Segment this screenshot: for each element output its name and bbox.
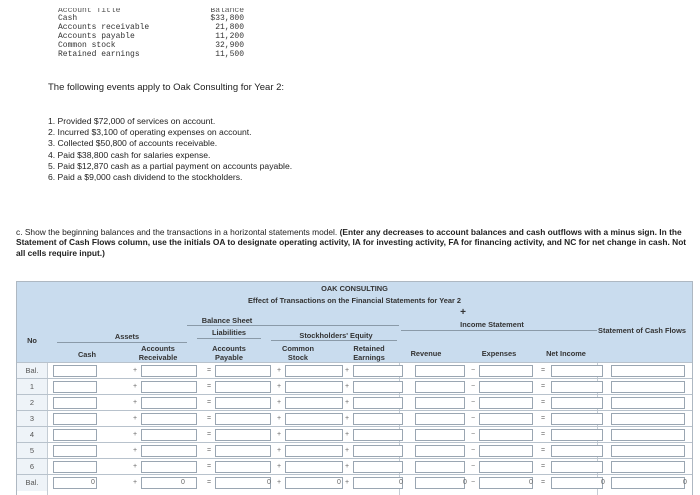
operator-sign: =: [540, 399, 546, 406]
table-row: [17, 362, 692, 379]
expenses-cell[interactable]: [479, 381, 533, 393]
event-item: 6. Paid a $9,000 cash dividend to the stockholders.: [48, 172, 243, 183]
operator-sign: −: [470, 479, 476, 486]
liabilities-heading: Liabilities: [211, 328, 247, 337]
ar-cell[interactable]: [141, 445, 197, 457]
re-total: 0: [399, 479, 403, 486]
account-value: 11,500: [215, 50, 244, 59]
operator-sign: +: [276, 367, 282, 374]
operator-sign: =: [206, 383, 212, 390]
cash-cell[interactable]: [53, 461, 97, 473]
revenue-cell[interactable]: [415, 413, 465, 425]
ap-cell[interactable]: [215, 445, 271, 457]
operator-sign: =: [206, 415, 212, 422]
operator-sign: =: [540, 383, 546, 390]
operator-sign: =: [206, 431, 212, 438]
table-row: [17, 474, 692, 491]
cs-heading: Common Stock: [281, 344, 315, 362]
operator-sign: +: [344, 431, 350, 438]
account-values: [196, 8, 244, 59]
cash-flows-cell[interactable]: [611, 461, 685, 473]
operator-sign: =: [206, 479, 212, 486]
cash-flows-cell[interactable]: [611, 397, 685, 409]
re-cell[interactable]: [353, 461, 403, 473]
operator-sign: +: [276, 479, 282, 486]
ar-cell[interactable]: [141, 413, 197, 425]
revenue-total: 0: [463, 479, 467, 486]
cs-cell[interactable]: [285, 429, 343, 441]
row-label: Bal.: [17, 363, 47, 379]
cash-flows-cell[interactable]: [611, 381, 685, 393]
row-label: 2: [17, 395, 47, 411]
cash-flows-cell[interactable]: [611, 477, 685, 489]
net-income-cell[interactable]: [551, 397, 603, 409]
account-header-cut: Account Title: [58, 8, 121, 14]
instructions-lead: c. Show the beginning balances and the transactions in a horizontal statements model.: [16, 227, 338, 237]
operator-sign: +: [344, 383, 350, 390]
revenue-cell[interactable]: [415, 381, 465, 393]
revenue-cell[interactable]: [415, 477, 465, 489]
cash-flows-total: 0: [683, 479, 687, 486]
cs-cell[interactable]: [285, 461, 343, 473]
net-income-cell[interactable]: [551, 445, 603, 457]
re-cell[interactable]: [353, 365, 403, 377]
balance-sheet-heading: Balance Sheet: [201, 316, 253, 325]
operator-sign: =: [540, 479, 546, 486]
table-row: [17, 410, 692, 427]
net-income-cell[interactable]: [551, 461, 603, 473]
operator-sign: −: [470, 383, 476, 390]
table-subtitle: Effect of Transactions on the Financial Statements for Year 2: [247, 296, 462, 305]
operator-sign: +: [344, 479, 350, 486]
ar-heading: Accounts Receivable: [138, 344, 178, 362]
operator-sign: +: [276, 415, 282, 422]
operator-sign: =: [540, 415, 546, 422]
liabilities-rule: [197, 338, 261, 339]
cs-cell[interactable]: [285, 413, 343, 425]
cash-cell[interactable]: [53, 429, 97, 441]
cs-cell[interactable]: [285, 397, 343, 409]
cash-flows-cell[interactable]: [611, 445, 685, 457]
table-row: [17, 458, 692, 475]
operator-sign: +: [276, 431, 282, 438]
operator-sign: =: [206, 367, 212, 374]
operator-sign: +: [132, 479, 138, 486]
instructions-bold: (Enter any decreases to account balances and cash outflows with a minus sign. In the Statement of Cash Flows column, use the initials OA to designate operating activity, IA for investing activity, FA for financing activity, and NC for net change in cash. Not all cells require input.): [16, 227, 687, 258]
income-statement-heading: Income Statement: [460, 320, 524, 329]
cash-total: 0: [91, 479, 95, 486]
account-value: 11,200: [215, 32, 244, 41]
operator-sign: +: [276, 447, 282, 454]
account-name: Cash: [58, 14, 78, 23]
account-name: Accounts receivable: [58, 23, 150, 32]
table-header: [17, 282, 692, 362]
operator-sign: +: [132, 399, 138, 406]
ap-cell[interactable]: [215, 365, 271, 377]
cs-total: 0: [337, 479, 341, 486]
cash-cell[interactable]: [53, 381, 97, 393]
operator-sign: +: [276, 463, 282, 470]
operator-sign: +: [132, 431, 138, 438]
revenue-cell[interactable]: [415, 461, 465, 473]
row-label: 5: [17, 443, 47, 459]
table-row: [17, 378, 692, 395]
balance-sheet-rule: [187, 325, 399, 326]
ap-cell[interactable]: [215, 429, 271, 441]
operator-sign: −: [470, 367, 476, 374]
cash-cell[interactable]: [53, 413, 97, 425]
intro-text: The following events apply to Oak Consulting for Year 2:: [48, 82, 285, 93]
account-name: Accounts payable: [58, 32, 135, 41]
balance-header-cut: Balance: [210, 8, 244, 14]
row-label: Bal.: [17, 475, 47, 491]
account-names: [58, 8, 149, 59]
operator-sign: +: [132, 415, 138, 422]
event-item: 5. Paid $12,870 cash as a partial payment on accounts payable.: [48, 160, 293, 171]
events-list: [48, 116, 292, 183]
expenses-cell[interactable]: [479, 429, 533, 441]
expenses-cell[interactable]: [479, 413, 533, 425]
cash-cell[interactable]: [53, 397, 97, 409]
re-cell[interactable]: [353, 381, 403, 393]
re-cell[interactable]: [353, 429, 403, 441]
operator-sign: +: [276, 399, 282, 406]
statements-model-table: [16, 281, 693, 495]
operator-sign: −: [470, 431, 476, 438]
operator-sign: =: [540, 367, 546, 374]
ar-cell[interactable]: [141, 381, 197, 393]
table-row: [17, 426, 692, 443]
assets-heading: Assets: [114, 332, 140, 341]
cs-cell[interactable]: [285, 365, 343, 377]
equity-rule: [271, 340, 397, 341]
cash-flows-heading: Statement of Cash Flows: [598, 326, 686, 335]
net-income-cell[interactable]: [551, 477, 603, 489]
ar-cell[interactable]: [141, 365, 197, 377]
income-rule: [401, 330, 597, 331]
no-heading: No: [27, 336, 37, 345]
operator-sign: +: [276, 383, 282, 390]
revenue-cell[interactable]: [415, 429, 465, 441]
operator-sign: =: [206, 447, 212, 454]
revenue-heading: Revenue: [410, 349, 442, 358]
net-income-cell[interactable]: [551, 413, 603, 425]
operator-sign: =: [206, 399, 212, 406]
operator-sign: =: [540, 431, 546, 438]
cash-flows-cell[interactable]: [611, 365, 685, 377]
expenses-cell[interactable]: [479, 461, 533, 473]
operator-sign: +: [132, 463, 138, 470]
re-heading: Retained Earnings: [353, 344, 385, 362]
operator-sign: −: [470, 399, 476, 406]
table-row: [17, 442, 692, 459]
net-income-total: 0: [601, 479, 605, 486]
ap-cell[interactable]: [215, 397, 271, 409]
cs-cell[interactable]: [285, 445, 343, 457]
net-income-heading: Net Income: [546, 349, 586, 358]
re-cell[interactable]: [353, 413, 403, 425]
company-name: OAK CONSULTING: [321, 284, 388, 293]
event-item: 4. Paid $38,800 cash for salaries expense.: [48, 149, 211, 160]
ar-cell[interactable]: [141, 397, 197, 409]
operator-sign: +: [344, 447, 350, 454]
operator-sign: −: [470, 415, 476, 422]
operator-sign: +: [344, 463, 350, 470]
ap-cell[interactable]: [215, 461, 271, 473]
operator-sign: −: [470, 463, 476, 470]
net-income-cell[interactable]: [551, 429, 603, 441]
operator-sign: +: [344, 399, 350, 406]
account-value: $33,800: [210, 14, 244, 23]
re-cell[interactable]: [353, 397, 403, 409]
event-item: 2. Incurred $3,100 of operating expenses on account.: [48, 127, 252, 138]
equity-heading: Stockholders' Equity: [299, 331, 373, 340]
account-value: 32,900: [215, 41, 244, 50]
operator-sign: +: [344, 367, 350, 374]
cash-heading: Cash: [77, 350, 97, 359]
operator-sign: +: [132, 383, 138, 390]
row-label: 1: [17, 379, 47, 395]
cash-cell[interactable]: [53, 365, 97, 377]
ap-cell[interactable]: [215, 381, 271, 393]
expenses-cell[interactable]: [479, 445, 533, 457]
operator-sign: +: [132, 447, 138, 454]
operator-sign: =: [206, 463, 212, 470]
account-name: Retained earnings: [58, 50, 140, 59]
revenue-cell[interactable]: [415, 365, 465, 377]
expenses-cell[interactable]: [479, 365, 533, 377]
cash-cell[interactable]: [53, 445, 97, 457]
operator-sign: =: [540, 463, 546, 470]
re-cell[interactable]: [353, 445, 403, 457]
cash-flows-cell[interactable]: [611, 413, 685, 425]
ap-heading: Accounts Payable: [212, 344, 246, 362]
plus-sign: +: [460, 307, 466, 318]
expenses-heading: Expenses: [481, 349, 517, 358]
ar-cell[interactable]: [141, 461, 197, 473]
event-item: 3. Collected $50,800 of accounts receivable.: [48, 138, 218, 149]
cash-flows-cell[interactable]: [611, 429, 685, 441]
net-income-cell[interactable]: [551, 365, 603, 377]
row-label: 3: [17, 411, 47, 427]
row-label: 6: [17, 459, 47, 475]
revenue-cell[interactable]: [415, 445, 465, 457]
table-row: [17, 394, 692, 411]
event-item: 1. Provided $72,000 of services on account.: [48, 116, 216, 126]
ar-cell[interactable]: [141, 429, 197, 441]
operator-sign: −: [470, 447, 476, 454]
instructions: [16, 227, 688, 258]
net-income-cell[interactable]: [551, 381, 603, 393]
cs-cell[interactable]: [285, 381, 343, 393]
expenses-cell[interactable]: [479, 397, 533, 409]
operator-sign: =: [540, 447, 546, 454]
operator-sign: +: [344, 415, 350, 422]
account-name: Common stock: [58, 41, 116, 50]
operator-sign: +: [132, 367, 138, 374]
row-label: 4: [17, 427, 47, 443]
revenue-cell[interactable]: [415, 397, 465, 409]
ap-cell[interactable]: [215, 413, 271, 425]
ar-total: 0: [181, 479, 185, 486]
assets-rule: [57, 342, 187, 343]
expenses-total: 0: [529, 479, 533, 486]
ap-total: 0: [267, 479, 271, 486]
account-value: 21,800: [215, 23, 244, 32]
